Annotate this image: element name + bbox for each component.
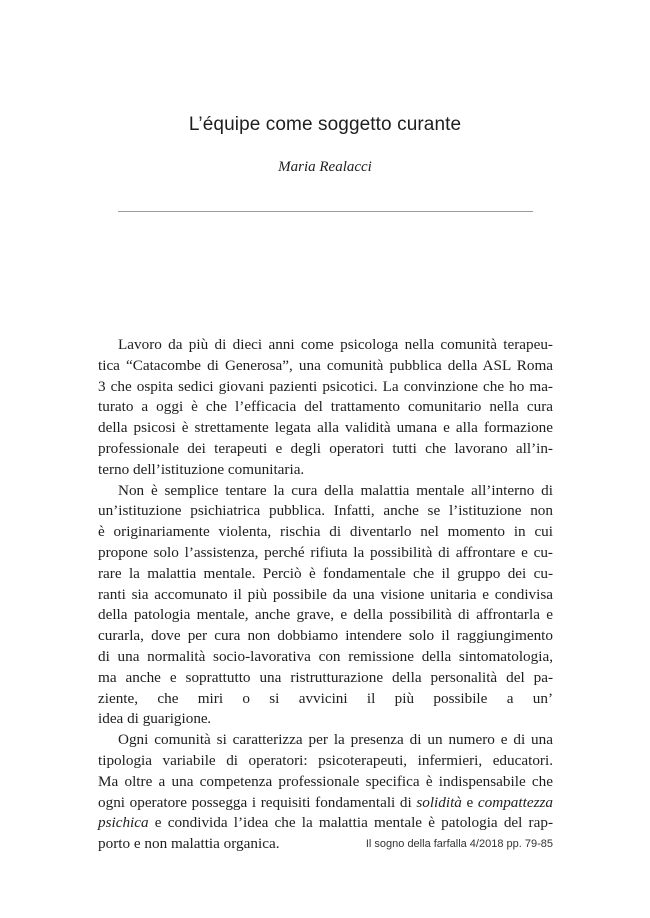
text-line: Lavoro da più di dieci anni come psicologa nella comunità terapeu-	[118, 336, 553, 353]
text-line: di una normalità socio-lavorativa con remissione della sintomatologia,	[98, 647, 553, 665]
text-segment: e	[461, 793, 478, 811]
text-line: ma anche e soprattutto una ristrutturazione della personalità del pa-	[98, 668, 553, 686]
paragraph-2	[98, 481, 553, 731]
text-line: Non è semplice tentare la cura della malattia mentale all’interno di	[118, 481, 553, 499]
article-title: L’équipe come soggetto curante	[188, 114, 462, 135]
paragraph-1	[98, 335, 553, 481]
text-line: tica “Catacombe di Generosa”, una comunità pubblica della ASL Roma	[98, 356, 553, 374]
text-line: ziente, che miri o si avvicini il più possibile a un’	[98, 689, 553, 707]
emphasis-compattezza: compattezza	[477, 793, 553, 811]
text-segment: ogni operatore possegga i requisiti fondamentali di	[98, 793, 417, 811]
article-author: Maria Realacci	[278, 159, 372, 175]
text-line: ranti sia accomunato il più possibile da una visione unitaria e condivisa	[98, 585, 553, 603]
text-line	[98, 813, 553, 834]
text-line: 3 che ospita sedici giovani pazienti psicotici. La convinzione che ho ma-	[98, 377, 553, 395]
text-line: della patologia mentale, anche grave, e della possibilità di affrontarla e	[98, 606, 553, 624]
text-line: Ogni comunità si caratterizza per la presenza di un numero e di una	[118, 731, 553, 749]
text-line: curarla, dove per cura non dobbiamo intendere solo il raggiungimento	[98, 627, 553, 645]
emphasis-guarigione: .	[207, 710, 212, 728]
text-segment: e condivida l’idea che la malattia mentale è patologia del rap-	[148, 814, 553, 832]
title-divider	[118, 211, 533, 212]
text-line: Ma oltre a una competenza professionale specifica è indispensabile che	[98, 772, 553, 790]
text-line	[98, 793, 553, 814]
text-line: è originariamente violenta, rischia di diventarlo nel momento in cui	[98, 523, 553, 541]
text-line: un’istituzione psichiatrica pubblica. Infatti, anche se l’istituzione non	[98, 502, 553, 520]
journal-citation: Il sogno della farfalla 4/2018 pp. 79-85	[365, 838, 553, 850]
text-line: professionale dei terapeuti e degli operatori tutti che lavorano all’in-	[98, 439, 553, 457]
paragraph-3	[98, 730, 553, 855]
text-line: rare la malattia mentale. Perciò è fondamentale che il gruppo dei cu-	[98, 564, 553, 582]
text-line: della psicosi è strettamente legata alla validità umana e alla formazione	[98, 419, 553, 437]
article-body	[98, 335, 553, 855]
text-line: terno dell’istituzione comunitaria.	[98, 460, 305, 478]
text-line	[98, 709, 553, 730]
text-line: porto e non malattia organica.	[98, 835, 280, 853]
text-line: tipologia variabile di operatori: psicoterapeuti, infermieri, educatori.	[98, 751, 553, 769]
text-line: turato a oggi è che l’efficacia del trattamento comunitario nella cura	[98, 398, 553, 416]
text-segment: idea di guarigione	[98, 710, 208, 728]
text-line: propone solo l’assistenza, perché rifiuta la possibilità di affrontare e cu-	[98, 543, 553, 561]
emphasis-psichica: psichica	[98, 814, 149, 832]
emphasis-solidita: solidità	[416, 793, 462, 811]
